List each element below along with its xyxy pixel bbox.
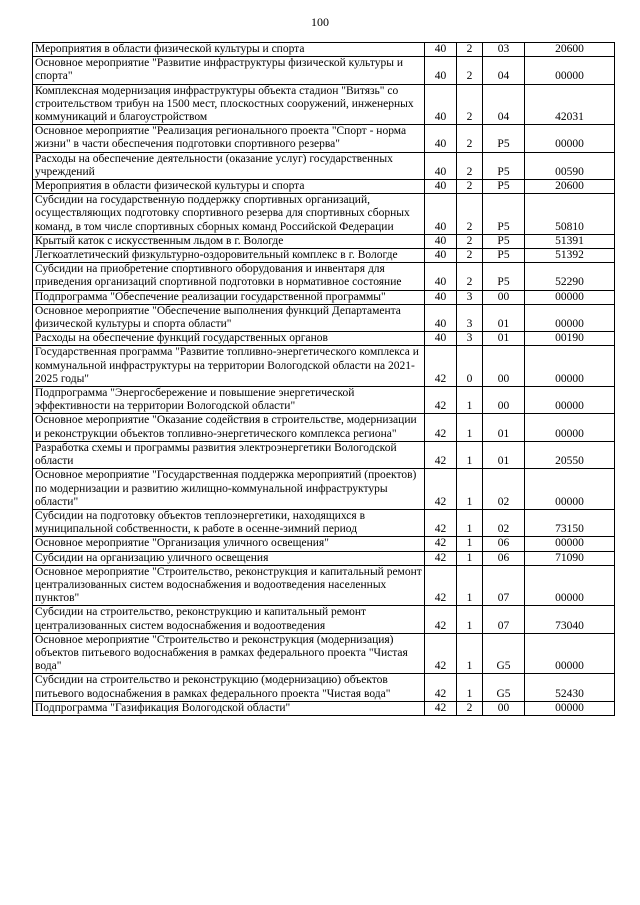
activity-code-cell: 06 [483, 537, 525, 551]
program-code-cell: 42 [425, 565, 457, 606]
subprogram-code-cell: 3 [457, 290, 483, 304]
direction-code-cell: 00000 [525, 57, 615, 84]
table-row [33, 469, 615, 510]
program-code-cell: 40 [425, 180, 457, 194]
program-code-cell: 42 [425, 469, 457, 510]
program-code-cell: 42 [425, 606, 457, 633]
row-name-cell: Основное мероприятие "Организация уличного освещения" [33, 537, 425, 551]
direction-code-cell: 50810 [525, 194, 615, 235]
program-code-cell: 42 [425, 441, 457, 468]
table-row [33, 43, 615, 57]
subprogram-code-cell: 1 [457, 633, 483, 674]
activity-code-cell: G5 [483, 633, 525, 674]
direction-code-cell: 00000 [525, 469, 615, 510]
table-row [33, 152, 615, 179]
row-name-cell: Подпрограмма "Обеспечение реализации государственной программы" [33, 290, 425, 304]
table-row [33, 57, 615, 84]
row-name-cell: Субсидии на подготовку объектов теплоэнергетики, находящихся в муниципальной собственности, к работе в осенне-зимний период [33, 509, 425, 536]
row-name-cell: Основное мероприятие "Строительство, реконструкция и капитальный ремонт централизованных систем водоснабжения и водоотведения населенных пунктов" [33, 565, 425, 606]
program-code-cell: 42 [425, 414, 457, 441]
program-code-cell: 42 [425, 346, 457, 387]
row-name-cell: Крытый каток с искусственным льдом в г. Вологде [33, 234, 425, 248]
table-row [33, 509, 615, 536]
subprogram-code-cell: 1 [457, 414, 483, 441]
activity-code-cell: 03 [483, 43, 525, 57]
table-row [33, 125, 615, 152]
program-code-cell: 40 [425, 57, 457, 84]
subprogram-code-cell: 1 [457, 441, 483, 468]
direction-code-cell: 42031 [525, 84, 615, 125]
program-code-cell: 42 [425, 674, 457, 701]
table-row [33, 633, 615, 674]
activity-code-cell: P5 [483, 125, 525, 152]
table-row [33, 565, 615, 606]
subprogram-code-cell: 1 [457, 387, 483, 414]
subprogram-code-cell: 1 [457, 606, 483, 633]
program-code-cell: 42 [425, 537, 457, 551]
program-code-cell: 42 [425, 701, 457, 715]
activity-code-cell: 01 [483, 332, 525, 346]
subprogram-code-cell: 3 [457, 332, 483, 346]
program-code-cell: 42 [425, 387, 457, 414]
row-name-cell: Подпрограмма "Газификация Вологодской области" [33, 701, 425, 715]
row-name-cell: Основное мероприятие "Государственная поддержка мероприятий (проектов) по модернизации и развитию жилищно-коммунальной инфраструктуры области" [33, 469, 425, 510]
row-name-cell: Расходы на обеспечение деятельности (оказание услуг) государственных учреждений [33, 152, 425, 179]
subprogram-code-cell: 1 [457, 565, 483, 606]
table-row [33, 290, 615, 304]
subprogram-code-cell: 2 [457, 701, 483, 715]
row-name-cell: Основное мероприятие "Реализация регионального проекта "Спорт - норма жизни" в части обеспечения подготовки спортивного резерва" [33, 125, 425, 152]
row-name-cell: Основное мероприятие "Обеспечение выполнения функций Департамента физической культуры и спорта области" [33, 304, 425, 331]
subprogram-code-cell: 1 [457, 537, 483, 551]
subprogram-code-cell: 2 [457, 43, 483, 57]
row-name-cell: Субсидии на строительство, реконструкцию и капитальный ремонт централизованных систем водоснабжения и водоотведения [33, 606, 425, 633]
activity-code-cell: P5 [483, 180, 525, 194]
direction-code-cell: 00000 [525, 346, 615, 387]
table-row [33, 234, 615, 248]
activity-code-cell: 04 [483, 84, 525, 125]
direction-code-cell: 20600 [525, 43, 615, 57]
table-row [33, 551, 615, 565]
row-name-cell: Субсидии на организацию уличного освещения [33, 551, 425, 565]
program-code-cell: 40 [425, 194, 457, 235]
table-row [33, 674, 615, 701]
direction-code-cell: 73150 [525, 509, 615, 536]
direction-code-cell: 00000 [525, 304, 615, 331]
program-code-cell: 40 [425, 263, 457, 290]
direction-code-cell: 00000 [525, 125, 615, 152]
row-name-cell: Субсидии на приобретение спортивного оборудования и инвентаря для приведения организаций спортивной подготовки в нормативное состояние [33, 263, 425, 290]
row-name-cell: Комплексная модернизация инфраструктуры объекта стадион "Витязь" со строительством трибун на 1500 мест, плоскостных сооружений, инженерных коммуникаций и благоустройством [33, 84, 425, 125]
direction-code-cell: 73040 [525, 606, 615, 633]
table-row [33, 304, 615, 331]
activity-code-cell: P5 [483, 249, 525, 263]
row-name-cell: Основное мероприятие "Развитие инфраструктуры физической культуры и спорта" [33, 57, 425, 84]
activity-code-cell: 00 [483, 346, 525, 387]
activity-code-cell: P5 [483, 152, 525, 179]
row-name-cell: Разработка схемы и программы развития электроэнергетики Вологодской области [33, 441, 425, 468]
activity-code-cell: P5 [483, 234, 525, 248]
budget-table [32, 42, 615, 716]
subprogram-code-cell: 2 [457, 194, 483, 235]
direction-code-cell: 51391 [525, 234, 615, 248]
subprogram-code-cell: 2 [457, 249, 483, 263]
program-code-cell: 40 [425, 234, 457, 248]
direction-code-cell: 52290 [525, 263, 615, 290]
program-code-cell: 42 [425, 509, 457, 536]
table-row [33, 537, 615, 551]
subprogram-code-cell: 2 [457, 125, 483, 152]
table-row [33, 84, 615, 125]
table-row [33, 263, 615, 290]
table-row [33, 249, 615, 263]
direction-code-cell: 71090 [525, 551, 615, 565]
table-row [33, 180, 615, 194]
program-code-cell: 40 [425, 152, 457, 179]
activity-code-cell: 01 [483, 414, 525, 441]
direction-code-cell: 00000 [525, 701, 615, 715]
direction-code-cell: 00590 [525, 152, 615, 179]
row-name-cell: Субсидии на государственную поддержку спортивных организаций, осуществляющих подготовку спортивного резерва для спортивных сборных команд, в том числе спортивных сборных команд Российской Федерации [33, 194, 425, 235]
activity-code-cell: 02 [483, 469, 525, 510]
direction-code-cell: 00000 [525, 537, 615, 551]
activity-code-cell: 00 [483, 387, 525, 414]
activity-code-cell: 01 [483, 304, 525, 331]
table-row [33, 387, 615, 414]
row-name-cell: Основное мероприятие "Оказание содействия в строительстве, модернизации и реконструкции объектов топливно-энергетического комплекса региона" [33, 414, 425, 441]
direction-code-cell: 00000 [525, 387, 615, 414]
activity-code-cell: 07 [483, 606, 525, 633]
direction-code-cell: 00000 [525, 290, 615, 304]
direction-code-cell: 00000 [525, 414, 615, 441]
program-code-cell: 40 [425, 332, 457, 346]
table-row [33, 346, 615, 387]
subprogram-code-cell: 3 [457, 304, 483, 331]
budget-table-body [33, 43, 615, 716]
row-name-cell: Основное мероприятие "Строительство и реконструкция (модернизация) объектов питьевого водоснабжения в рамках федерального проекта "Чистая вода" [33, 633, 425, 674]
subprogram-code-cell: 2 [457, 180, 483, 194]
direction-code-cell: 51392 [525, 249, 615, 263]
subprogram-code-cell: 2 [457, 57, 483, 84]
activity-code-cell: 06 [483, 551, 525, 565]
subprogram-code-cell: 0 [457, 346, 483, 387]
subprogram-code-cell: 1 [457, 674, 483, 701]
activity-code-cell: P5 [483, 194, 525, 235]
activity-code-cell: 07 [483, 565, 525, 606]
program-code-cell: 40 [425, 290, 457, 304]
table-row [33, 414, 615, 441]
program-code-cell: 40 [425, 43, 457, 57]
row-name-cell: Субсидии на строительство и реконструкцию (модернизацию) объектов питьевого водоснабжения в рамках федерального проекта "Чистая вода" [33, 674, 425, 701]
activity-code-cell: 04 [483, 57, 525, 84]
activity-code-cell: 01 [483, 441, 525, 468]
program-code-cell: 40 [425, 125, 457, 152]
program-code-cell: 42 [425, 551, 457, 565]
direction-code-cell: 20600 [525, 180, 615, 194]
row-name-cell: Мероприятия в области физической культуры и спорта [33, 43, 425, 57]
direction-code-cell: 20550 [525, 441, 615, 468]
subprogram-code-cell: 1 [457, 509, 483, 536]
activity-code-cell: G5 [483, 674, 525, 701]
subprogram-code-cell: 1 [457, 551, 483, 565]
table-row [33, 701, 615, 715]
program-code-cell: 40 [425, 249, 457, 263]
activity-code-cell: 00 [483, 290, 525, 304]
page-number: 100 [311, 15, 329, 29]
subprogram-code-cell: 2 [457, 152, 483, 179]
table-row [33, 332, 615, 346]
activity-code-cell: P5 [483, 263, 525, 290]
direction-code-cell: 00190 [525, 332, 615, 346]
subprogram-code-cell: 2 [457, 234, 483, 248]
program-code-cell: 40 [425, 84, 457, 125]
table-row [33, 441, 615, 468]
subprogram-code-cell: 2 [457, 84, 483, 125]
subprogram-code-cell: 1 [457, 469, 483, 510]
subprogram-code-cell: 2 [457, 263, 483, 290]
row-name-cell: Мероприятия в области физической культуры и спорта [33, 180, 425, 194]
program-code-cell: 40 [425, 304, 457, 331]
activity-code-cell: 00 [483, 701, 525, 715]
direction-code-cell: 00000 [525, 633, 615, 674]
row-name-cell: Расходы на обеспечение функций государственных органов [33, 332, 425, 346]
activity-code-cell: 02 [483, 509, 525, 536]
direction-code-cell: 52430 [525, 674, 615, 701]
table-row [33, 194, 615, 235]
program-code-cell: 42 [425, 633, 457, 674]
table-row [33, 606, 615, 633]
row-name-cell: Государственная программа "Развитие топливно-энергетического комплекса и коммунальной инфраструктуры на территории Вологодской области на 2021-2025 годы" [33, 346, 425, 387]
row-name-cell: Подпрограмма "Энергосбережение и повышение энергетической эффективности на территории Вологодской области" [33, 387, 425, 414]
direction-code-cell: 00000 [525, 565, 615, 606]
row-name-cell: Легкоатлетический физкультурно-оздоровительный комплекс в г. Вологде [33, 249, 425, 263]
